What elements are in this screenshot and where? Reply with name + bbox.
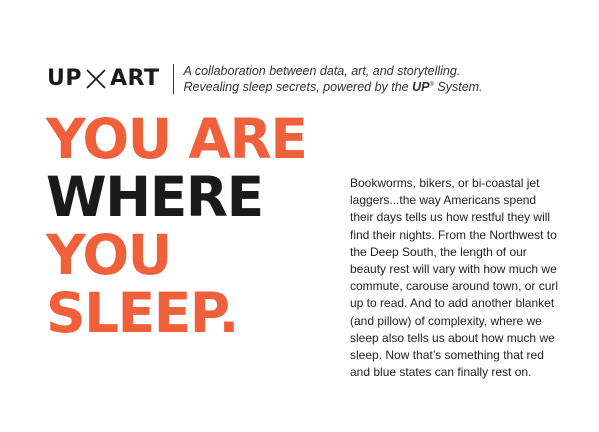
tagline-brand: UP: [412, 80, 430, 95]
header: [47, 62, 483, 96]
tagline-line-2-prefix: Revealing sleep secrets, powered by the: [183, 80, 413, 95]
tagline: [184, 64, 483, 94]
logo-up-text: UP: [47, 66, 82, 91]
body-paragraph: Bookworms, bikers, or bi-coastal jet laggers...the way Americans spend their days tells us how restful they will find their nights. From the Northwest to the Deep South, the length of our beauty rest will vary with how much we commute, carouse around town, or curl up to read. And to add another blanket (and pillow) of complexity, where we sleep also tells us about how much we sleep. Now that’s something that red and blue states can finally rest on.: [350, 176, 559, 380]
headline: [46, 107, 307, 345]
headline-line-4: SLEEP.: [46, 281, 238, 345]
logo-art-text: ART: [110, 66, 160, 91]
tagline-line-2: [184, 78, 483, 94]
tagline-line-2-suffix: System.: [433, 80, 483, 95]
x-cross-icon: [85, 68, 107, 90]
headline-line-3: YOU: [46, 223, 171, 287]
tagline-line-1: A collaboration between data, art, and storytelling.: [183, 63, 461, 78]
up-x-art-logo: [47, 62, 160, 96]
header-divider: [173, 64, 174, 94]
headline-line-1: YOU ARE: [46, 107, 307, 171]
trademark-symbol: ®: [429, 81, 434, 88]
headline-line-2: WHERE: [46, 165, 263, 229]
